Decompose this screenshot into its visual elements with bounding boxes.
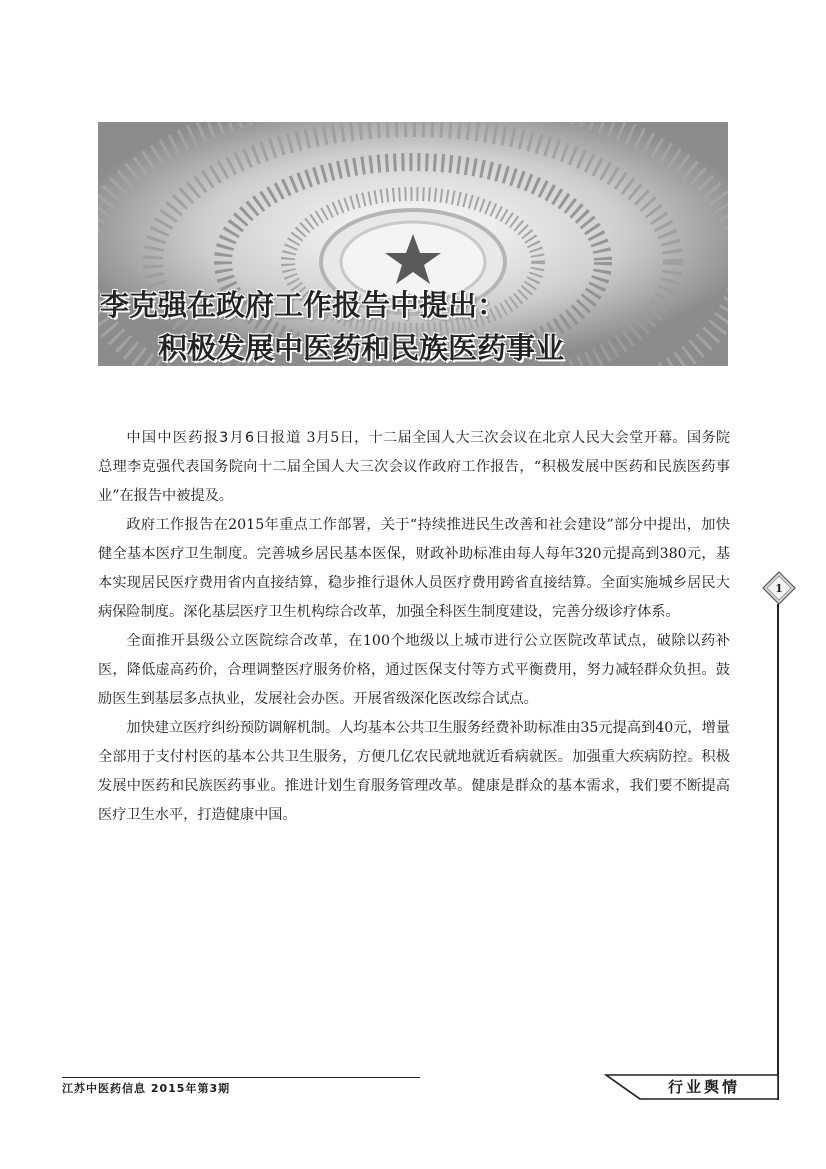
section-label: 行业舆情: [668, 1078, 741, 1096]
article-body: [98, 424, 730, 830]
page-number: 1: [775, 582, 783, 595]
paragraph-1: [98, 424, 730, 511]
paragraph-3: 全面推开县级公立医院综合改革，在100个地级以上城市进行公立医院改革试点，破除以药补医，降低虚高药价，合理调整医疗服务价格，通过医保支付等方式平衡费用，努力减轻群众负担。鼓励医生到基层多点执业，发展社会办医。开展省级深化医改综合试点。: [98, 633, 730, 707]
news-source: 中国中医药报3月6日报道: [126, 430, 302, 446]
article-title-line-2: 积极发展中医药和民族医药事业: [158, 331, 565, 365]
page-number-badge: [762, 571, 796, 605]
article-title-line-1: 李克强在政府工作报告中提出：: [100, 288, 507, 322]
paragraph-2: 政府工作报告在2015年重点工作部署，关于“持续推进民生改善和社会建设”部分中提出，加快健全基本医疗卫生制度。完善城乡居民基本医保，财政补助标准由每人每年320元提高到380元，基本实现居民医疗费用省内直接结算，稳步推行退休人员医疗费用跨省直接结算。全面实施城乡居民大病保险制度。深化基层医疗卫生机构综合改革，加强全科医生制度建设，完善分级诊疗体系。: [98, 517, 730, 620]
publication-info: 江苏中医药信息 2015年第3期: [62, 1082, 231, 1095]
paragraph-4: 加快建立医疗纠纷预防调解机制。人均基本公共卫生服务经费补助标准由35元提高到40元，增量全部用于支付村医的基本公共卫生服务，方便几亿农民就地就近看病就医。加强重大疾病防控。积极发展中医药和民族医药事业。推进计划生育服务管理改革。健康是群众的基本需求，我们要不断提高医疗卫生水平，打造健康中国。: [98, 720, 730, 823]
footer-rule: [62, 1077, 420, 1078]
paragraph-1-text: 3月5日，十二届全国人大三次会议在北京人民大会堂开幕。国务院总理李克强代表国务院向十二届全国人大三次会议作政府工作报告，“积极发展中医药和民族医药事业”在报告中被提及。: [98, 430, 730, 504]
margin-rule: [777, 604, 779, 1100]
